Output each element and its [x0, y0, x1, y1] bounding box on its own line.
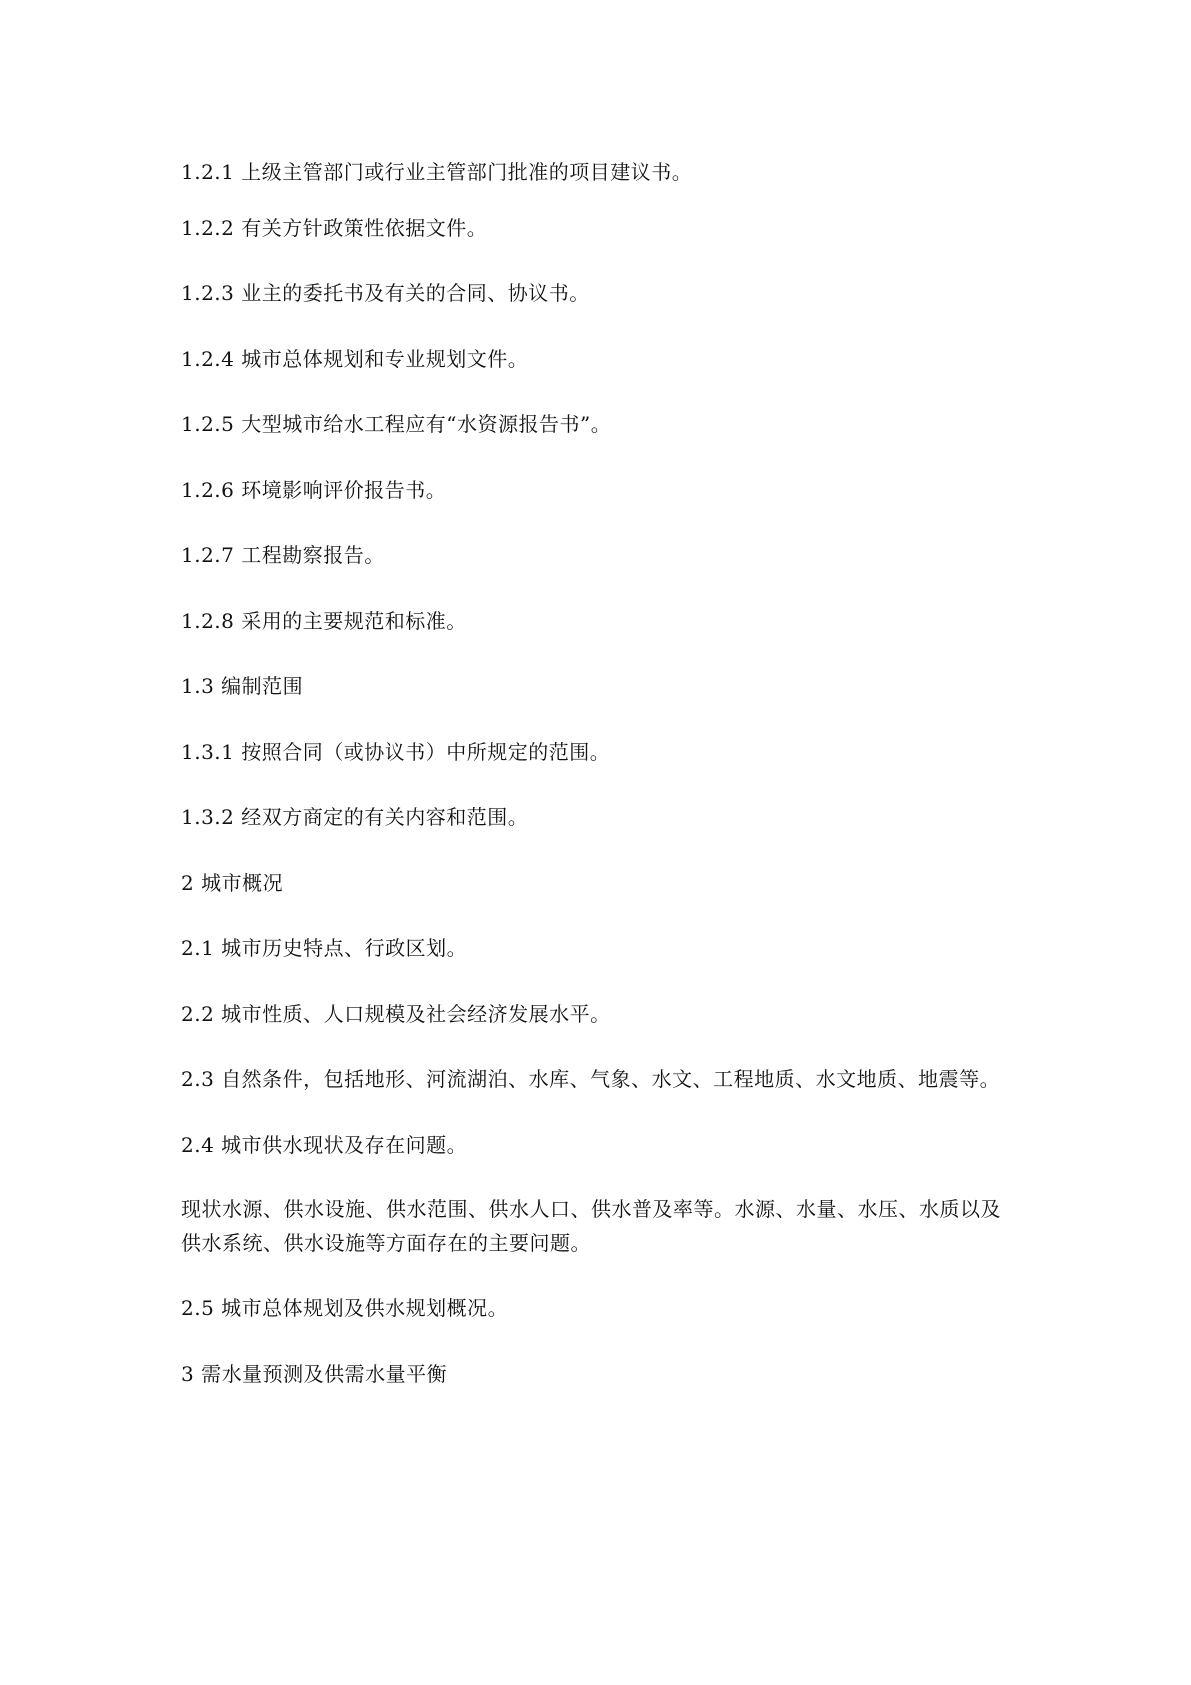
item-1-3-1: 1.3.1 按照合同（或协议书）中所规定的范围。 [181, 740, 611, 764]
item-2-5: 2.5 城市总体规划及供水规划概况。 [181, 1296, 509, 1320]
item-1-2-3: 1.2.3 业主的委托书及有关的合同、协议书。 [181, 281, 590, 305]
item-1-2-7: 1.2.7 工程勘察报告。 [181, 543, 385, 567]
heading-1-3: 1.3 编制范围 [181, 674, 304, 698]
item-1-2-1: 1.2.1 上级主管部门或行业主管部门批准的项目建议书。 [181, 160, 693, 184]
item-1-2-8: 1.2.8 采用的主要规范和标准。 [181, 609, 467, 633]
item-1-2-4: 1.2.4 城市总体规划和专业规划文件。 [181, 347, 529, 371]
item-1-2-5: 1.2.5 大型城市给水工程应有“水资源报告书”。 [181, 412, 612, 436]
item-1-2-2: 1.2.2 有关方针政策性依据文件。 [181, 216, 488, 240]
item-2-4: 2.4 城市供水现状及存在问题。 [181, 1133, 468, 1157]
item-2-2: 2.2 城市性质、人口规模及社会经济发展水平。 [181, 1002, 611, 1026]
item-2-1: 2.1 城市历史特点、行政区划。 [181, 936, 468, 960]
heading-3: 3 需水量预测及供需水量平衡 [181, 1362, 448, 1386]
paragraph-current-status: 现状水源、供水设施、供水范围、供水人口、供水普及率等。水源、水量、水压、水质以及供水系统、供水设施等方面存在的主要问题。 [181, 1197, 1001, 1255]
heading-2: 2 城市概况 [181, 871, 284, 895]
item-1-2-6: 1.2.6 环境影响评价报告书。 [181, 478, 447, 502]
item-2-3: 2.3 自然条件，包括地形、河流湖泊、水库、气象、水文、工程地质、水文地质、地震等。 [181, 1067, 1001, 1091]
item-1-3-2: 1.3.2 经双方商定的有关内容和范围。 [181, 805, 529, 829]
